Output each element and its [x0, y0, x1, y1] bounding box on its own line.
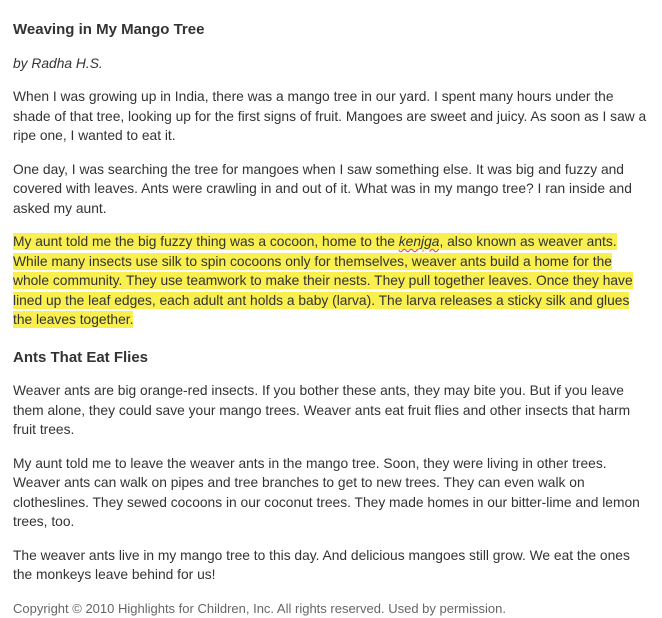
highlighted-paragraph	[13, 232, 648, 330]
paragraph-section-1: Weaver ants are big orange-red insects. If you bother these ants, they may bite you. But if you leave them alone, they could save your mango trees. Weaver ants eat fruit flies and other insects that harm fruit trees.	[13, 381, 648, 440]
paragraph-section-3: The weaver ants live in my mango tree to this day. And delicious mangoes still grow. We eat the ones the monkeys leave behind for us!	[13, 546, 648, 585]
highlight-text-before: My aunt told me the big fuzzy thing was a cocoon, home to the	[13, 233, 399, 250]
copyright-notice: Copyright © 2010 Highlights for Children, Inc. All rights reserved. Used by permission.	[13, 599, 648, 618]
misspelled-term: kenjga	[399, 233, 440, 250]
paragraph-section-2: My aunt told me to leave the weaver ants in the mango tree. Soon, they were living in other trees. Weaver ants can walk on pipes and tree branches to get to new trees. They can even walk on clotheslines. They sewed cocoons in our coconut trees. They made homes in our bitter-lime and lemon trees, too.	[13, 454, 648, 532]
article-byline: by Radha H.S.	[13, 54, 648, 74]
highlight-text-after: , also known as weaver ants. While many insects use silk to spin cocoons only for themselves, weaver ants build a home for the whole community. They use teamwork to make their nests. They pull together leaves. Once they have lined up the leaf edges, each adult ant holds a baby (larva). The larva releases a sticky silk and glues the leaves together.	[13, 233, 633, 328]
paragraph-intro-1: When I was growing up in India, there was a mango tree in our yard. I spent many hours under the shade of that tree, looking up for the first signs of fruit. Mangoes are sweet and juicy. As soon as I saw a ripe one, I wanted to eat it.	[13, 87, 648, 146]
article-title: Weaving in My Mango Tree	[13, 20, 648, 40]
section-heading: Ants That Eat Flies	[13, 348, 648, 368]
paragraph-intro-2: One day, I was searching the tree for mangoes when I saw something else. It was big and fuzzy and covered with leaves. Ants were crawling in and out of it. What was in my mango tree? I ran inside and asked my aunt.	[13, 160, 648, 219]
